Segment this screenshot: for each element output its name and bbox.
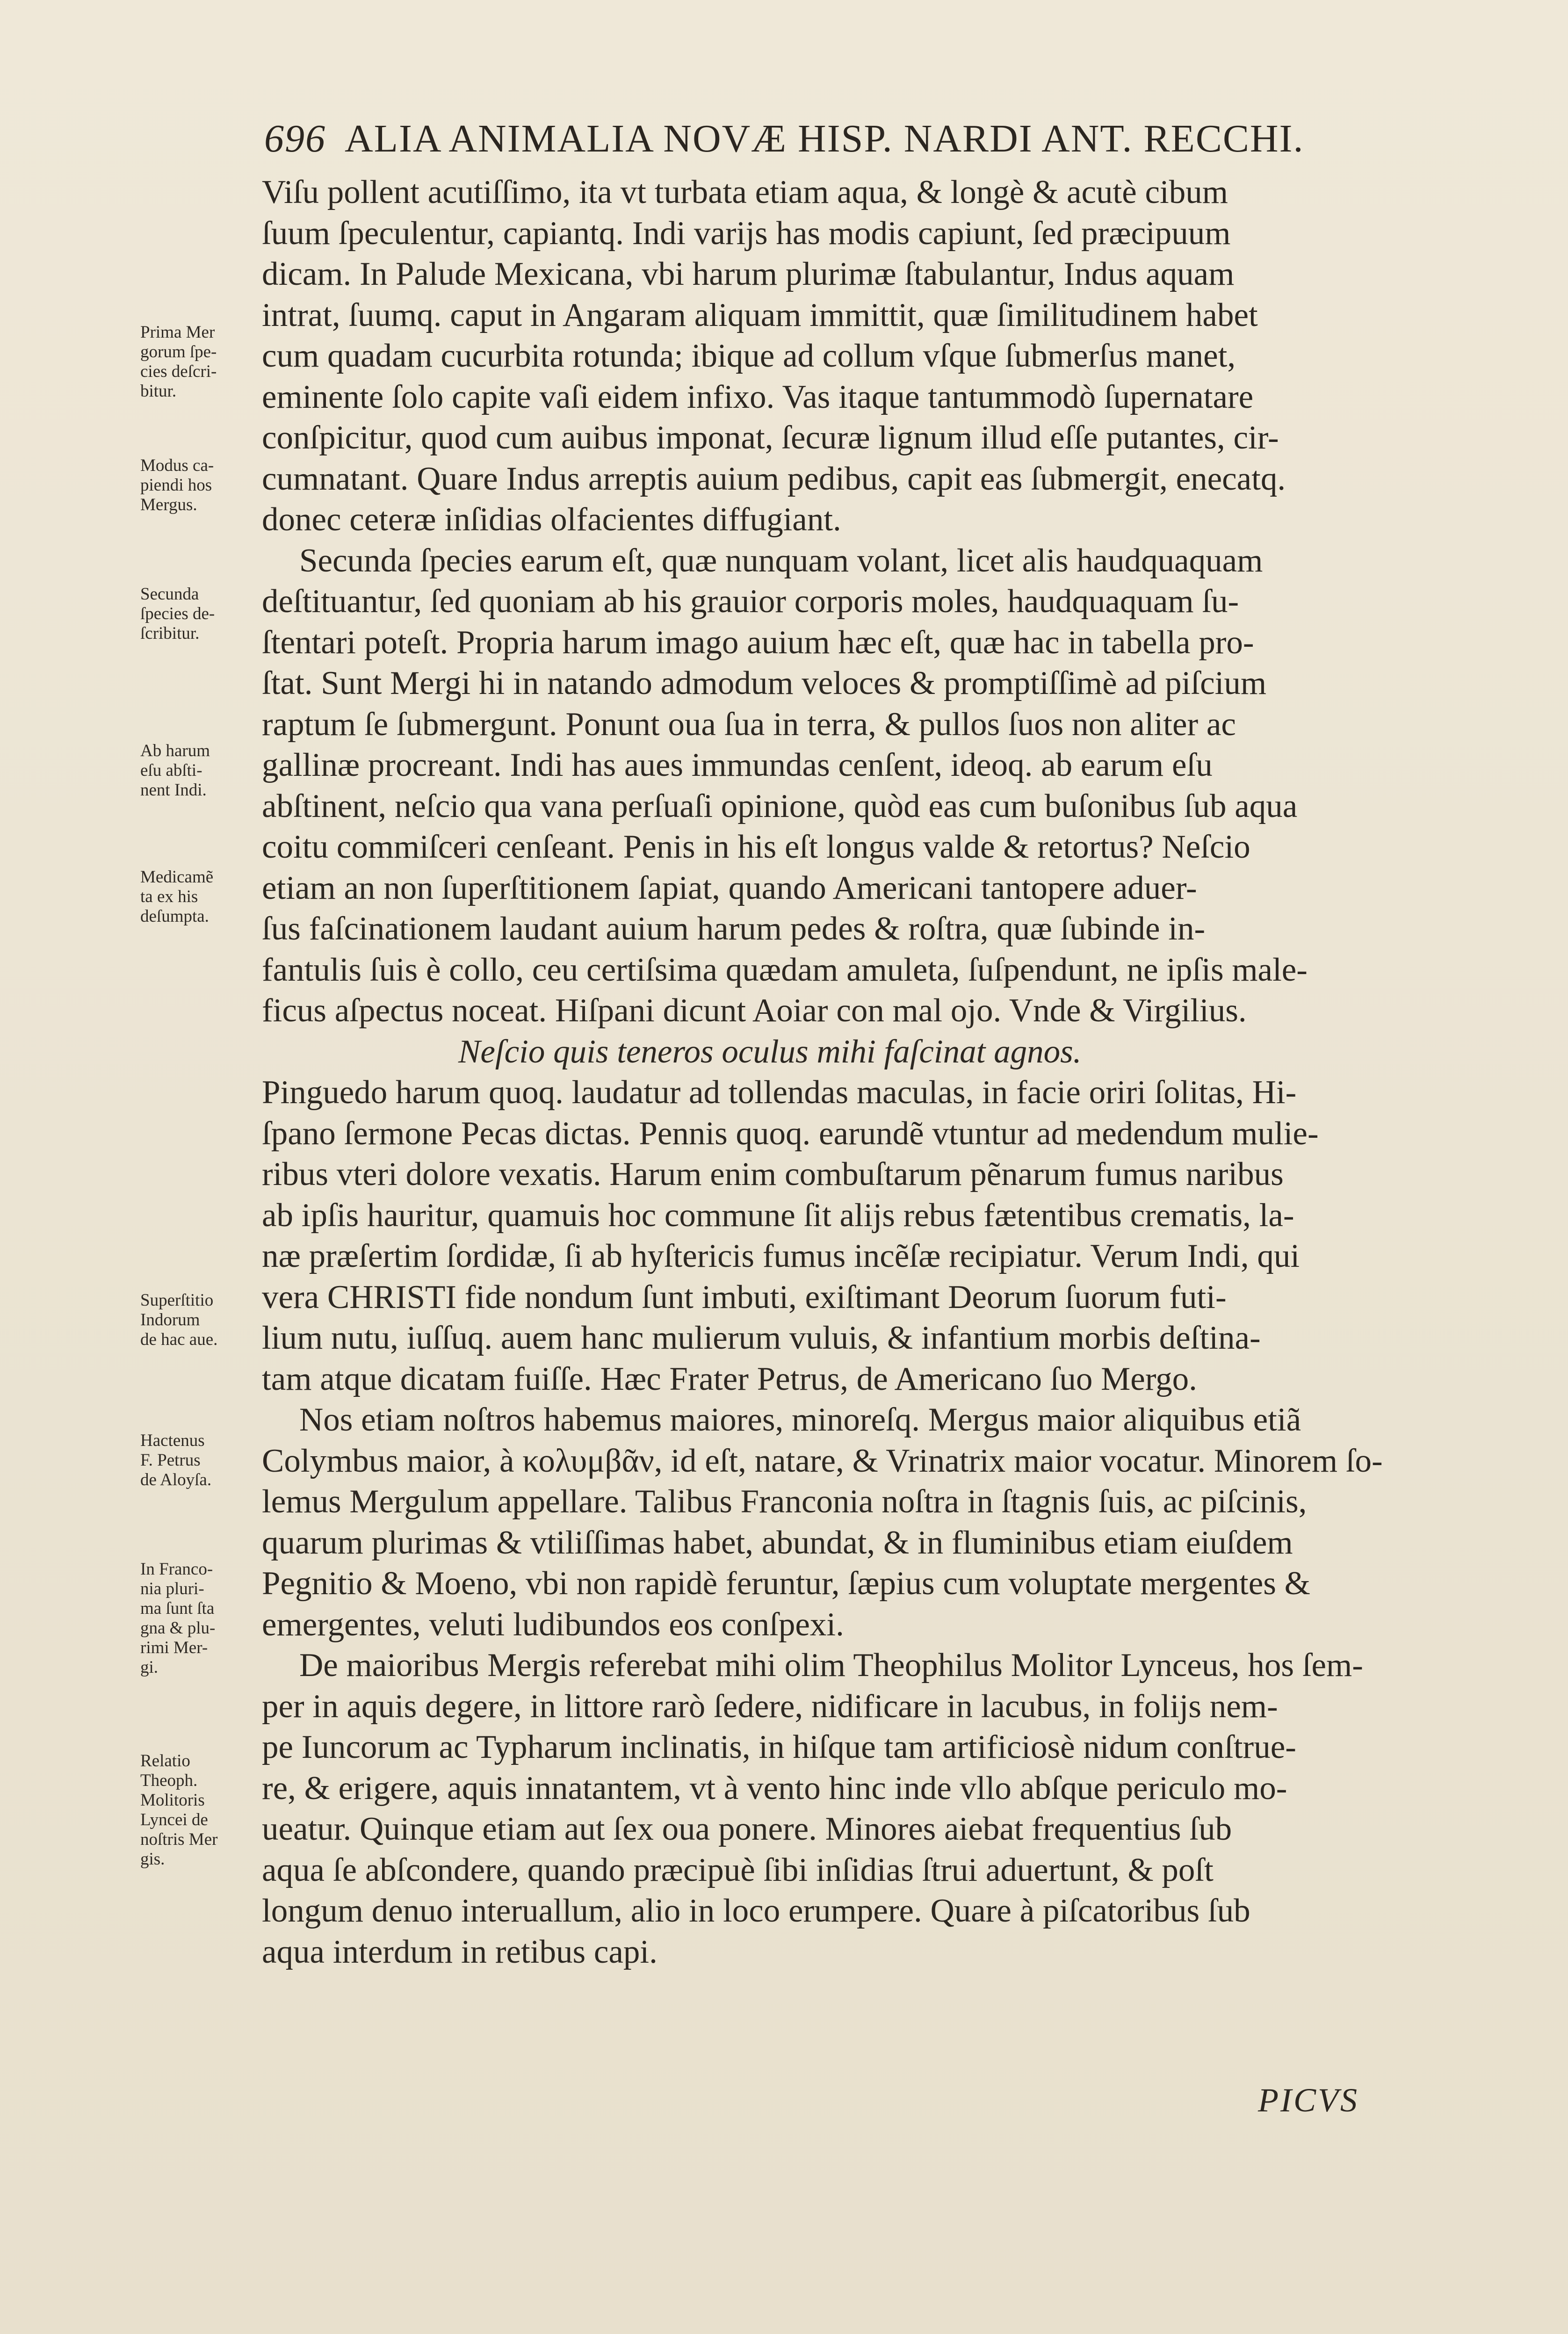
text-line: De maioribus Mergis referebat mihi olim Theophilus Molitor Lynceus, hos ſem- (299, 1647, 1363, 1684)
text-line: ſus faſcinationem laudant auium harum pedes & roſtra, quæ ſubinde in- (262, 910, 1206, 947)
text-line: Secunda ſpecies earum eſt, quæ nunquam volant, licet alis haudquaquam (299, 542, 1263, 579)
text-line: emergentes, veluti ludibundos eos conſpexi. (262, 1606, 844, 1643)
marginal-note-8: In Franco- nia pluri- ma ſunt ſta gna & plu- rimi Mer- gi. (140, 1560, 216, 1677)
main-text-block (262, 172, 1440, 1973)
text-line: aqua interdum in retibus capi. (262, 1933, 658, 1970)
text-line: etiam an non ſuperſtitionem ſapiat, quando Americani tantopere aduer- (262, 869, 1197, 906)
text-line: coitu commiſceri cenſeant. Penis in his eſt longus valde & retortus? Neſcio (262, 829, 1250, 865)
text-line: gallinæ procreant. Indi has aues immundas cenſent, ideoq. ab earum eſu (262, 747, 1213, 783)
marginal-note-4: Ab harum eſu abſti- nent Indi. (140, 741, 210, 800)
page-number: 696 (264, 117, 326, 160)
marginal-note-5: Medicamẽ ta ex his deſumpta. (140, 867, 214, 926)
text-line: dicam. In Palude Mexicana, vbi harum plurimæ ſtabulantur, Indus aquam (262, 256, 1235, 292)
text-line: Nos etiam noſtros habemus maiores, minoreſq. Mergus maior aliquibus etiã (299, 1402, 1301, 1438)
marginal-note-6: Superſtitio Indorum de hac aue. (140, 1291, 218, 1349)
text-line: donec ceteræ inſidias olfacientes diffugiant. (262, 501, 841, 538)
text-line: Viſu pollent acutiſſimo, ita vt turbata etiam aqua, & longè & acutè cibum (262, 174, 1228, 210)
text-line: lium nutu, iuſſuq. auem hanc mulierum vuluis, & infantium morbis deſtina- (262, 1320, 1261, 1356)
text-line: vera CHRISTI fide nondum ſunt imbuti, exiſtimant Deorum ſuorum futi- (262, 1279, 1227, 1315)
text-line: ribus vteri dolore vexatis. Harum enim combuſtarum pẽnarum fumus naribus (262, 1156, 1284, 1192)
text-line: cum quadam cucurbita rotunda; ibique ad collum vſque ſubmerſus manet, (262, 338, 1236, 374)
running-title: ALIA ANIMALIA NOVÆ HISP. NARDI ANT. RECCHI. (345, 117, 1304, 160)
text-line: conſpicitur, quod cum auibus imponat, ſecuræ lignum illud eſſe putantes, cir- (262, 419, 1279, 456)
text-line: tam atque dicatam fuiſſe. Hæc Frater Petrus, de Americano ſuo Mergo. (262, 1360, 1197, 1397)
text-line: ſpano ſermone Pecas dictas. Pennis quoq. earundẽ vtuntur ad medendum mulie- (262, 1115, 1319, 1152)
text-line: ab ipſis hauritur, quamuis hoc commune ſit alijs rebus fætentibus crematis, la- (262, 1197, 1294, 1234)
text-line: quarum plurimas & vtiliſſimas habet, abundat, & in fluminibus etiam eiuſdem (262, 1524, 1293, 1561)
text-line: fantulis ſuis è collo, ceu certiſsima quædam amuleta, ſuſpendunt, ne ipſis male- (262, 951, 1308, 988)
text-line: Pegnitio & Moeno, vbi non rapidè feruntur, ſæpius cum voluptate mergentes & (262, 1565, 1310, 1602)
text-line: per in aquis degere, in littore rarò ſedere, nidificare in lacubus, in folijs nem- (262, 1688, 1278, 1725)
text-line: lemus Mergulum appellare. Talibus Franconia noſtra in ſtagnis ſuis, ac piſcinis, (262, 1483, 1307, 1520)
text-line: ſtat. Sunt Mergi hi in natando admodum veloces & promptiſſimè ad piſcium (262, 665, 1267, 701)
text-line: ſtentari poteſt. Propria harum imago auium hæc eſt, quæ hac in tabella pro- (262, 624, 1254, 661)
marginal-note-3: Secunda ſpecies de- ſcribitur. (140, 585, 215, 643)
text-line: deſtituantur, ſed quoniam ab his grauior corporis moles, haudquaquam ſu- (262, 583, 1239, 620)
text-line: Pinguedo harum quoq. laudatur ad tollendas maculas, in facie oriri ſolitas, Hi- (262, 1074, 1297, 1111)
text-line: re, & erigere, aquis innatantem, vt à vento hinc inde vllo abſque periculo mo- (262, 1770, 1287, 1807)
verse-quote-line: Neſcio quis teneros oculus mihi faſcinat agnos. (458, 1033, 1082, 1070)
text-line: cumnatant. Quare Indus arreptis auium pedibus, capit eas ſubmergit, enecatq. (262, 460, 1286, 497)
text-line: longum denuo interuallum, alio in loco erumpere. Quare à piſcatoribus ſub (262, 1893, 1250, 1929)
text-line: Colymbus maior, à κολυμβᾶν, id eſt, natare, & Vrinatrix maior vocatur. Minorem ſo- (262, 1442, 1383, 1479)
text-line: ſuum ſpeculentur, capiantq. Indi varijs has modis capiunt, ſed præcipuum (262, 215, 1231, 252)
text-line: abſtinent, neſcio qua vana perſuaſi opinione, quòd eas cum buſonibus ſub aqua (262, 788, 1298, 824)
text-line: næ præſertim ſordidæ, ſi ab hyſtericis fumus incẽſæ recipiatur. Verum Indi, qui (262, 1238, 1300, 1274)
marginal-note-7: Hactenus F. Petrus de Aloyſa. (140, 1431, 212, 1489)
marginal-note-2: Modus ca- piendi hos Mergus. (140, 456, 214, 514)
text-line: intrat, ſuumq. caput in Angaram aliquam immittit, quæ ſimilitudinem habet (262, 296, 1258, 333)
text-line: raptum ſe ſubmergunt. Ponunt oua ſua in terra, & pullos ſuos non aliter ac (262, 706, 1236, 743)
text-line: ficus aſpectus noceat. Hiſpani dicunt Aoiar con mal ojo. Vnde & Virgilius. (262, 992, 1247, 1029)
catchword: PICVS (1258, 2081, 1359, 2119)
running-header (264, 116, 1410, 167)
marginal-note-1: Prima Mer gorum ſpe- cies deſcri- bitur. (140, 323, 217, 401)
text-line: pe Iuncorum ac Typharum inclinatis, in hiſque tam artificiosè nidum conſtrue- (262, 1729, 1296, 1765)
text-line: aqua ſe abſcondere, quando præcipuè ſibi inſidias ſtrui aduertunt, & poſt (262, 1851, 1214, 1888)
marginal-note-9: Relatio Theoph. Molitoris Lyncei de noſtris Mer gis. (140, 1751, 218, 1869)
text-line: ueatur. Quinque etiam aut ſex oua ponere. Minores aiebat frequentius ſub (262, 1811, 1232, 1847)
text-line: eminente ſolo capite vaſi eidem infixo. Vas itaque tantummodò ſupernatare (262, 378, 1254, 415)
